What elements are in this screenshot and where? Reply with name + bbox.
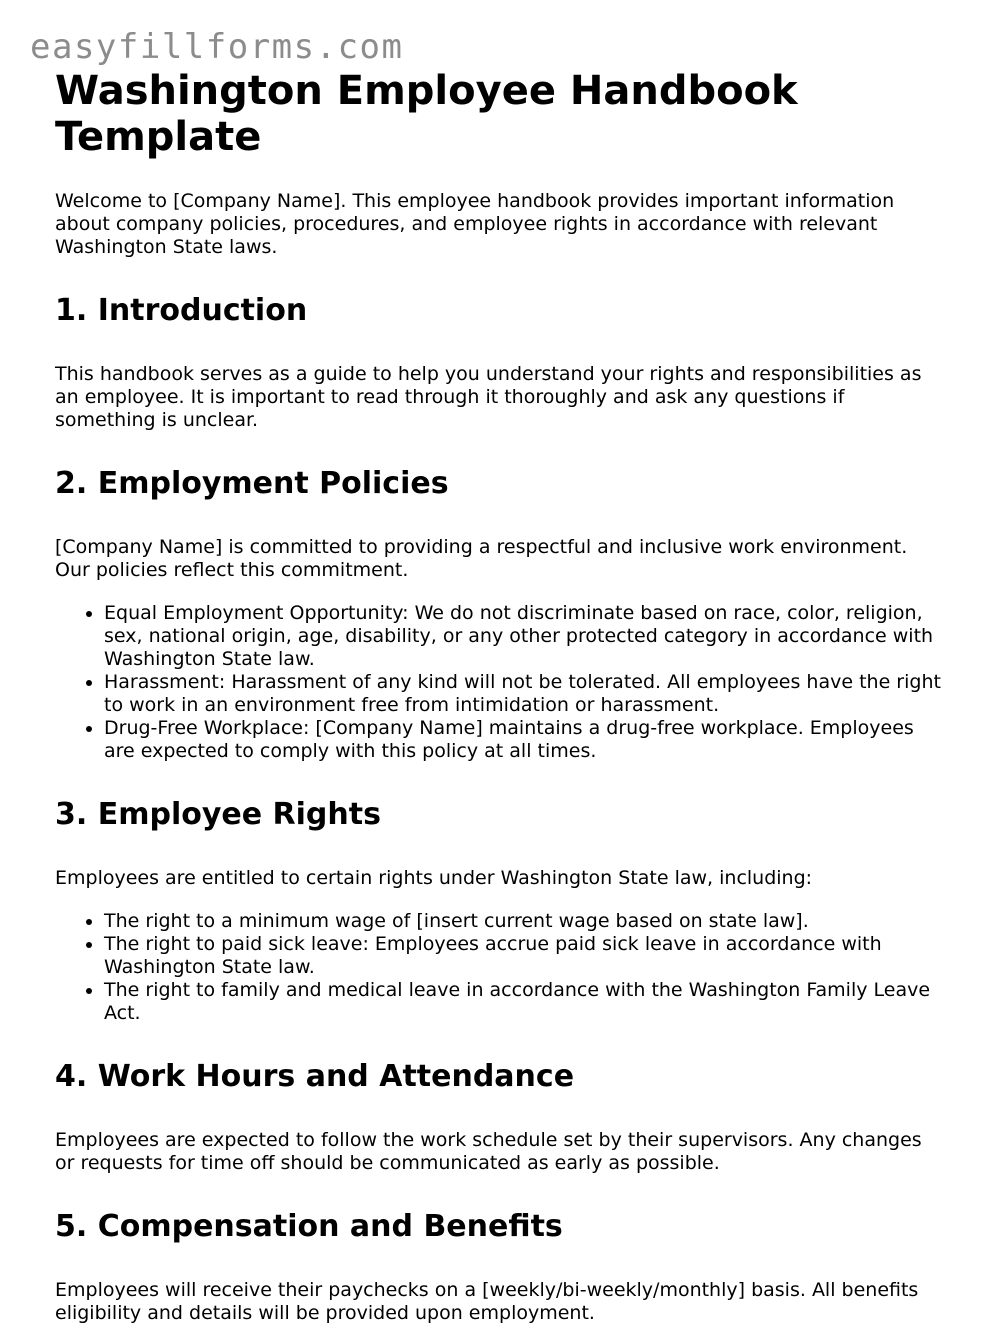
section-heading: 5. Compensation and Benefits xyxy=(55,1209,563,1244)
section-heading: 1. Introduction xyxy=(55,293,308,328)
intro-paragraph: Welcome to [Company Name]. This employee handbook provides important information about company policies, procedures, and employee rights in accordance with relevant Washington State laws. xyxy=(55,190,895,258)
section-body: Employees are expected to follow the work schedule set by their supervisors. Any changes or requests for time off should be communicated as early as possible. xyxy=(55,1129,922,1174)
section-work-hours xyxy=(55,1060,945,1175)
page-title: Washington Employee Handbook Template xyxy=(55,68,798,160)
section-introduction xyxy=(55,294,945,432)
list-item: • Drug-Free Workplace: [Company Name] maintains a drug-free workplace. Employees are expected to comply with this policy at all times. xyxy=(104,717,945,763)
list-item: • Equal Employment Opportunity: We do not discriminate based on race, color, religion, sex, national origin, age, disability, or any other protected category in accordance with Washington State law. xyxy=(104,602,945,671)
section-heading: 2. Employment Policies xyxy=(55,466,449,501)
section-body: This handbook serves as a guide to help you understand your rights and responsibilities as an employee. It is important to read through it thoroughly and ask any questions if something is unclear. xyxy=(55,363,922,431)
section-body: [Company Name] is committed to providing a respectful and inclusive work environment. Our policies reflect this commitment. xyxy=(55,536,908,581)
list-item: • The right to a minimum wage of [insert current wage based on state law]. xyxy=(104,910,945,933)
policy-list xyxy=(55,602,945,763)
rights-list xyxy=(55,910,945,1025)
watermark: easyfillforms.com xyxy=(30,27,404,67)
section-employee-rights xyxy=(55,798,945,1025)
document-page xyxy=(55,68,945,1325)
section-heading: 4. Work Hours and Attendance xyxy=(55,1059,575,1094)
section-body: Employees are entitled to certain rights under Washington State law, including: xyxy=(55,867,813,889)
section-heading: 3. Employee Rights xyxy=(55,797,381,832)
list-item: • The right to family and medical leave in accordance with the Washington Family Leave Act. xyxy=(104,979,945,1025)
section-body: Employees will receive their paychecks on a [weekly/bi-weekly/monthly] basis. All benefits eligibility and details will be provided upon employment. xyxy=(55,1279,919,1324)
list-item: • Harassment: Harassment of any kind will not be tolerated. All employees have the right to work in an environment free from intimidation or harassment. xyxy=(104,671,945,717)
list-item: • The right to paid sick leave: Employees accrue paid sick leave in accordance with Washington State law. xyxy=(104,933,945,979)
section-compensation xyxy=(55,1210,945,1325)
section-employment-policies xyxy=(55,467,945,763)
